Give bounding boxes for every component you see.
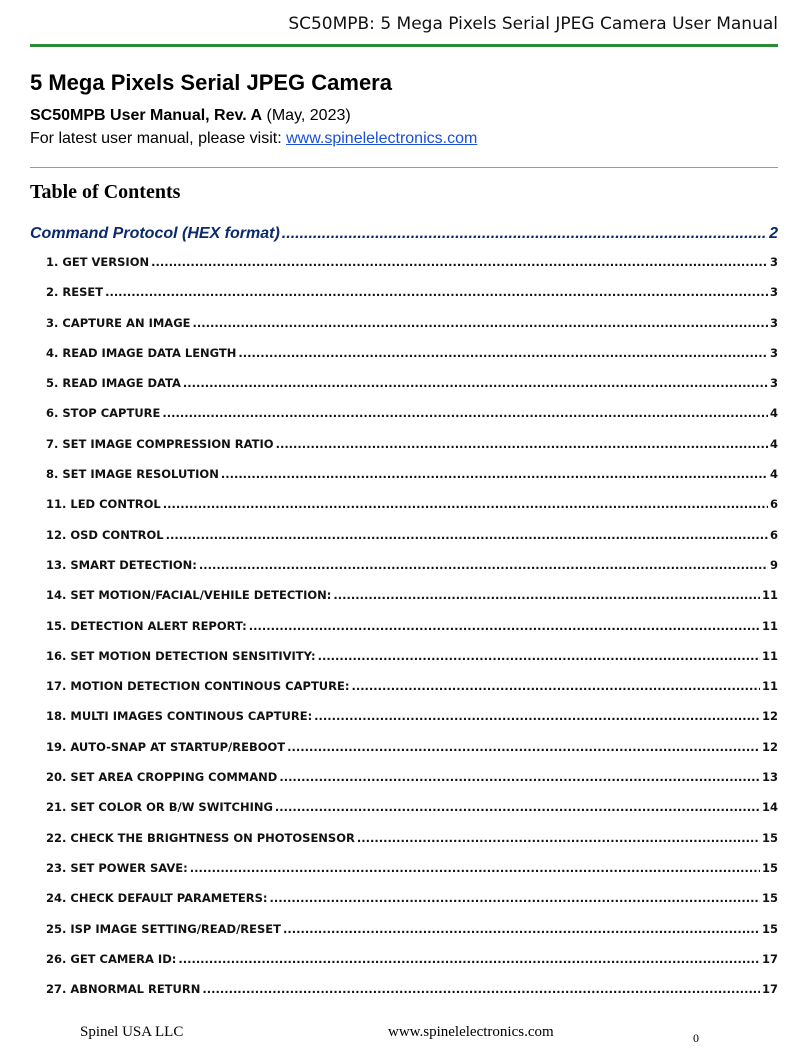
toc-entry-label: 21. SET COLOR OR B/W SWITCHING	[46, 800, 273, 815]
toc-entry[interactable]	[46, 255, 778, 285]
toc-entry-page: 6	[769, 527, 778, 542]
toc-entry-label: 24. CHECK DEFAULT PARAMETERS:	[46, 891, 268, 906]
toc-leader	[249, 619, 760, 633]
toc-entry-label: 17. MOTION DETECTION CONTINOUS CAPTURE:	[46, 679, 350, 694]
toc-leader	[318, 649, 760, 663]
toc-entry[interactable]	[46, 709, 778, 739]
toc-leader	[166, 528, 768, 542]
toc-leader	[333, 588, 760, 602]
toc-heading: Table of Contents	[30, 181, 181, 203]
footer-page-number: 0	[693, 1031, 699, 1045]
toc-entry-page: 3	[769, 315, 778, 330]
separator-line	[30, 167, 778, 168]
toc-entry[interactable]	[46, 952, 778, 982]
running-header: SC50MPB: 5 Mega Pixels Serial JPEG Camera User Manual	[288, 14, 778, 34]
header-rule	[30, 44, 778, 47]
toc-entry[interactable]	[46, 740, 778, 770]
toc-entry-label: 8. SET IMAGE RESOLUTION	[46, 467, 219, 482]
toc-entry[interactable]	[46, 891, 778, 921]
toc-entry[interactable]	[46, 346, 778, 376]
toc-leader	[183, 376, 768, 390]
toc-entry-page: 11	[761, 648, 778, 663]
toc-leader	[282, 225, 767, 243]
toc-entry-label: 19. AUTO-SNAP AT STARTUP/REBOOT	[46, 739, 286, 754]
toc-entry-label: 11. LED CONTROL	[46, 497, 161, 512]
toc-entry[interactable]	[46, 588, 778, 618]
toc-entry-label: 25. ISP IMAGE SETTING/READ/RESET	[46, 921, 281, 936]
website-link[interactable]: www.spinelelectronics.com	[286, 130, 478, 147]
toc-leader	[105, 285, 768, 299]
manual-revision: SC50MPB User Manual, Rev. A	[30, 107, 263, 124]
toc-leader	[193, 316, 768, 330]
toc-leader	[283, 922, 760, 936]
toc-entry-label: 1. GET VERSION	[46, 255, 150, 269]
toc-entry[interactable]	[46, 831, 778, 861]
toc-entry[interactable]	[46, 922, 778, 952]
toc-leader	[287, 740, 760, 754]
toc-leader	[162, 406, 768, 420]
toc-entry[interactable]	[46, 619, 778, 649]
toc-entry-label: 6. STOP CAPTURE	[46, 406, 161, 421]
toc-entry-label: 14. SET MOTION/FACIAL/VEHILE DETECTION:	[46, 588, 332, 603]
toc-entry-page: 4	[769, 406, 778, 421]
toc-entry-page: 11	[761, 618, 778, 633]
subtitle	[30, 107, 351, 125]
toc-entry[interactable]	[46, 982, 778, 1012]
toc-entry-page: 15	[761, 860, 778, 875]
toc-entry-page: 15	[761, 830, 778, 845]
toc-entry[interactable]	[46, 467, 778, 497]
toc-entry[interactable]	[46, 558, 778, 588]
toc-entry-label: 3. CAPTURE AN IMAGE	[46, 315, 191, 330]
toc-entry-label: 26. GET CAMERA ID:	[46, 951, 177, 966]
toc-main-page: 2	[769, 225, 778, 242]
toc-leader	[151, 255, 768, 269]
toc-entry-page: 4	[769, 467, 778, 482]
toc-entry-label: 13. SMART DETECTION:	[46, 557, 197, 572]
document-title: 5 Mega Pixels Serial JPEG Camera	[30, 70, 392, 95]
toc-leader	[314, 709, 760, 723]
toc-leader	[351, 679, 760, 693]
toc-entry-page: 13	[761, 770, 778, 785]
toc-leader	[199, 558, 768, 572]
toc-entry-page: 3	[769, 376, 778, 391]
toc-entry-label: 4. READ IMAGE DATA LENGTH	[46, 345, 237, 360]
toc-entry-label: 5. READ IMAGE DATA	[46, 376, 181, 391]
toc-entry[interactable]	[46, 285, 778, 315]
toc-list	[46, 255, 778, 1012]
toc-entry-page: 11	[761, 679, 778, 694]
toc-entry-page: 17	[761, 982, 778, 997]
toc-leader	[202, 982, 760, 996]
toc-entry-page: 4	[769, 436, 778, 451]
toc-entry-label: 20. SET AREA CROPPING COMMAND	[46, 770, 278, 785]
toc-entry-page: 12	[761, 709, 778, 724]
toc-entry-page: 6	[769, 497, 778, 512]
toc-entry-label: 23. SET POWER SAVE:	[46, 860, 188, 875]
toc-entry[interactable]	[46, 406, 778, 436]
toc-entry[interactable]	[46, 800, 778, 830]
toc-entry[interactable]	[46, 376, 778, 406]
toc-entry[interactable]	[46, 528, 778, 558]
toc-leader	[190, 861, 760, 875]
toc-main-label: Command Protocol (HEX format)	[30, 225, 280, 242]
toc-leader	[275, 800, 760, 814]
footer-company: Spinel USA LLC	[80, 1024, 184, 1040]
toc-leader	[276, 437, 768, 451]
visit-text: For latest user manual, please visit:	[30, 130, 287, 147]
toc-entry-page: 15	[761, 921, 778, 936]
toc-entry[interactable]	[46, 497, 778, 527]
toc-leader	[221, 467, 768, 481]
toc-entry-page: 14	[761, 800, 778, 815]
toc-entry-label: 16. SET MOTION DETECTION SENSITIVITY:	[46, 648, 316, 663]
toc-entry[interactable]	[46, 437, 778, 467]
toc-entry-page: 11	[761, 588, 778, 603]
toc-entry-label: 27. ABNORMAL RETURN	[46, 982, 201, 997]
toc-leader	[270, 891, 760, 905]
toc-entry-label: 12. OSD CONTROL	[46, 527, 164, 542]
toc-leader	[163, 497, 768, 511]
toc-leader	[357, 831, 760, 845]
toc-entry-label: 7. SET IMAGE COMPRESSION RATIO	[46, 436, 274, 451]
toc-entry-page: 9	[769, 557, 778, 572]
toc-entry-label: 15. DETECTION ALERT REPORT:	[46, 618, 247, 633]
toc-entry-page: 12	[761, 739, 778, 754]
toc-entry-page: 3	[769, 345, 778, 360]
toc-entry-label: 18. MULTI IMAGES CONTINOUS CAPTURE:	[46, 709, 313, 724]
toc-entry-page: 15	[761, 891, 778, 906]
toc-entry[interactable]	[46, 649, 778, 679]
toc-entry-page: 3	[769, 285, 778, 300]
toc-main-entry[interactable]	[30, 225, 778, 243]
toc-entry-label: 2. RESET	[46, 285, 104, 300]
visit-line	[30, 130, 477, 148]
toc-entry[interactable]	[46, 861, 778, 891]
toc-entry-page: 17	[761, 951, 778, 966]
toc-leader	[279, 770, 760, 784]
toc-entry-label: 22. CHECK THE BRIGHTNESS ON PHOTOSENSOR	[46, 830, 355, 845]
toc-entry[interactable]	[46, 679, 778, 709]
revision-date: (May, 2023)	[262, 107, 351, 124]
toc-entry[interactable]	[46, 316, 778, 346]
toc-entry-page: 3	[769, 255, 778, 269]
toc-leader	[178, 952, 760, 966]
footer-website: www.spinelelectronics.com	[388, 1024, 554, 1040]
toc-entry[interactable]	[46, 770, 778, 800]
toc-leader	[238, 346, 768, 360]
